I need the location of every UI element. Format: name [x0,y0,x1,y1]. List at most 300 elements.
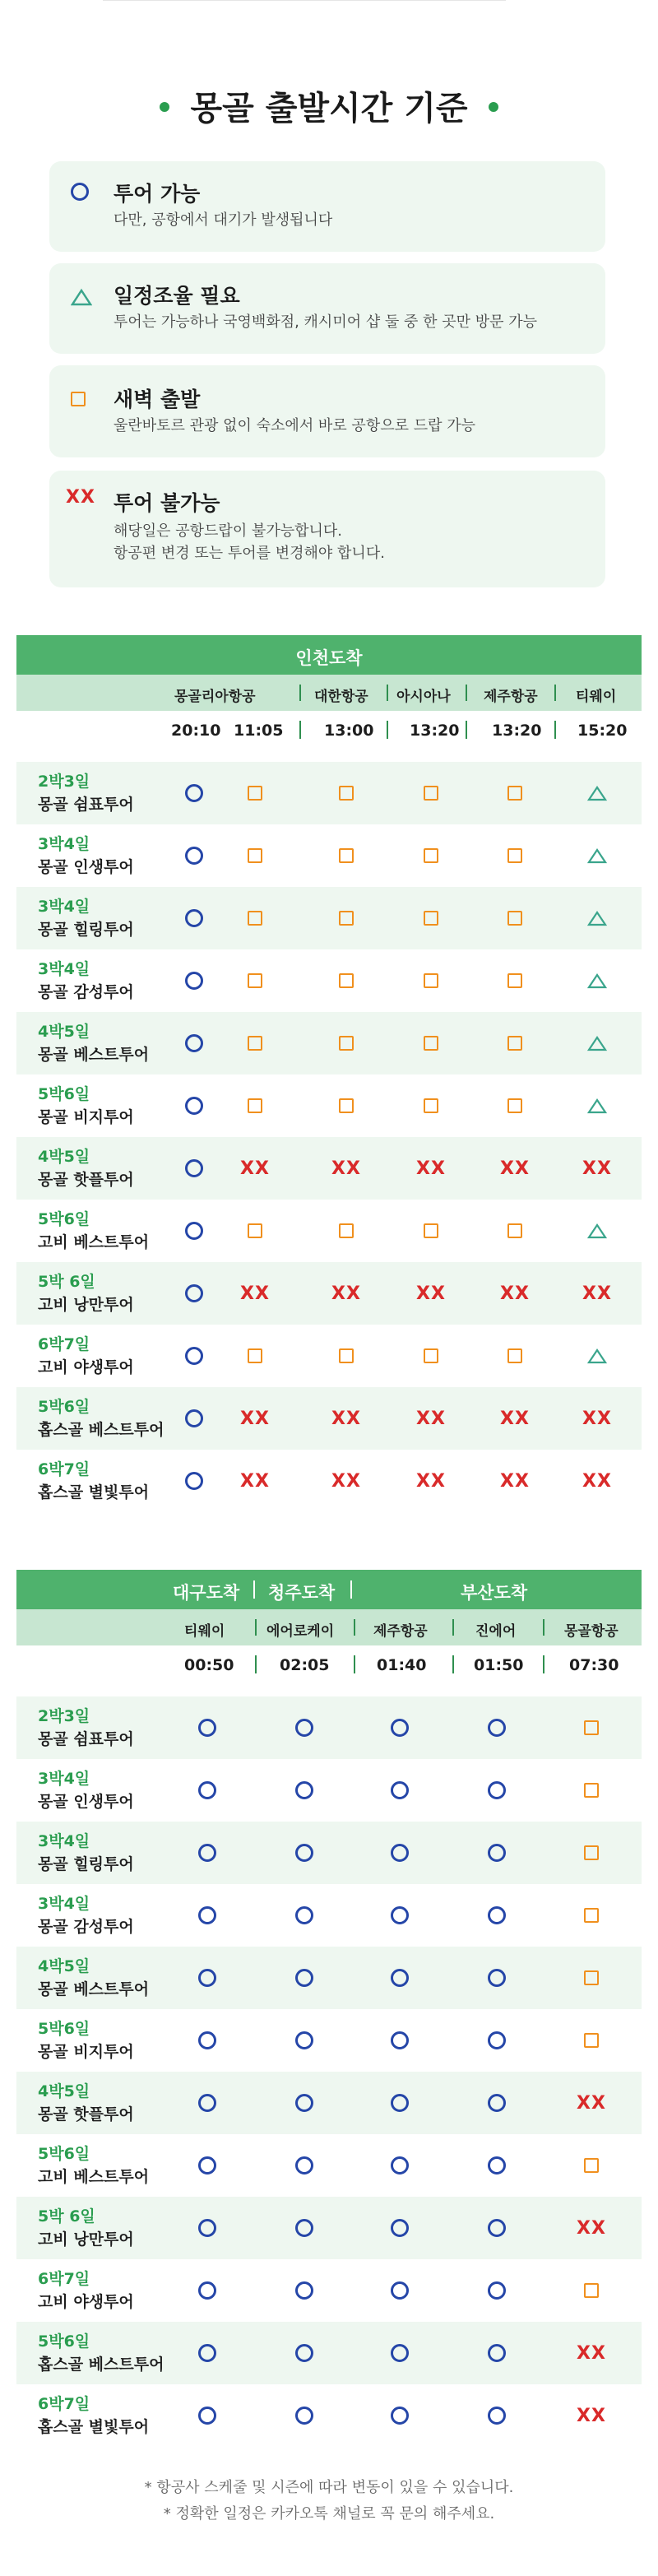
tour-name: 몽골 비지투어 [38,2043,134,2061]
table-header-label: 청주도착 [268,1583,336,1603]
divider [452,1619,454,1636]
circle-icon [295,1781,313,1799]
time-label: 13:20 [410,722,460,740]
square-icon [507,1223,522,1238]
square-icon [248,911,262,926]
availability-cell [375,2197,424,2259]
circle-icon [185,1159,203,1177]
availability-cell [169,1074,219,1137]
divider [387,721,388,739]
availability-cell [169,1325,219,1387]
tour-duration: 5박6일 [38,1085,90,1103]
circle-icon [198,1906,216,1924]
table-header-label: 인천도착 [295,648,363,668]
tour-name: 몽골 베스트투어 [38,1980,150,1998]
tour-name: 몽골 감성투어 [38,983,134,1001]
tour-name: 고비 낭만투어 [38,1296,134,1314]
x-icon: XX [240,1470,270,1492]
time-label: 11:05 [234,722,284,740]
availability-cell [230,1074,280,1137]
x-icon: XX [582,1158,612,1179]
circle-icon [185,847,203,865]
square-icon [584,1908,599,1923]
square-icon [339,1098,354,1113]
circle-icon [185,1034,203,1052]
circle-icon [198,1781,216,1799]
availability-cell [230,1137,280,1200]
availability-cell [280,2259,329,2322]
tour-duration: 2박3일 [38,773,90,791]
note-line: * 항공사 스케줄 및 시즌에 따라 변동이 있을 수 있습니다. [144,2479,514,2496]
legend-desc: 투어는 가능하나 국영백화점, 캐시미어 샵 둘 중 한 곳만 방문 가능 [114,313,538,331]
square-icon [248,973,262,988]
table-row [16,2072,642,2134]
divider [387,685,388,701]
circle-icon [391,2031,409,2049]
circle-icon [185,1284,203,1302]
circle-icon [295,2407,313,2425]
table-header [16,635,642,675]
availability-cell [406,1387,456,1450]
tour-duration: 5박 6일 [38,1273,95,1291]
top-divider [103,0,506,2]
availability-cell [322,762,371,824]
legend-item-circle [49,161,605,252]
x-icon: XX [416,1283,446,1304]
circle-icon [488,1781,506,1799]
availability-cell [230,1012,280,1074]
availability-cell [322,949,371,1012]
availability-cell [169,762,219,824]
availability-cell [169,1012,219,1074]
availability-cell [183,2072,232,2134]
circle-icon [198,1844,216,1862]
availability-cell [322,1387,371,1450]
availability-cell [472,2072,521,2134]
availability-cell [406,824,456,887]
availability-cell [280,2384,329,2447]
availability-cell [572,1262,622,1325]
square-icon [424,911,438,926]
availability-cell [322,1325,371,1387]
x-icon: XX [331,1158,361,1179]
availability-cell [230,887,280,949]
availability-cell [322,824,371,887]
circle-icon [295,1719,313,1737]
tour-name: 고비 베스트투어 [38,1233,150,1251]
circle-icon [488,2407,506,2425]
circle-icon [185,1097,203,1115]
x-icon: XX [577,2092,606,2114]
availability-cell [183,1884,232,1947]
table-header-label: 부산도착 [461,1583,528,1603]
square-icon [248,1348,262,1363]
x-icon: XX [240,1283,270,1304]
airline-header-row [16,675,642,711]
divider [466,721,467,739]
legend-title: 새벽 출발 [114,388,201,411]
tour-duration: 3박4일 [38,898,90,916]
tour-duration: 4박5일 [38,1023,90,1041]
square-icon [584,1845,599,1860]
tour-duration: 3박4일 [38,1832,90,1850]
time-label: 20:10 [171,722,221,740]
square-icon [71,392,86,410]
time-label: 02:05 [280,1656,330,1674]
availability-cell [490,887,540,949]
divider [554,721,556,739]
title-dot-right [489,102,498,112]
triangle-icon [587,910,607,926]
square-icon [507,911,522,926]
availability-cell [322,1262,371,1325]
availability-cell [472,1884,521,1947]
square-icon [507,1098,522,1113]
table-header [16,1570,642,1609]
x-icon: XX [240,1408,270,1429]
square-icon [248,1223,262,1238]
circle-icon [185,1409,203,1427]
availability-cell [472,1947,521,2009]
availability-cell [472,2259,521,2322]
tour-name: 홉스골 베스트투어 [38,2356,164,2374]
availability-cell [230,824,280,887]
availability-cell [280,2322,329,2384]
airline-label: 몽골항공 [564,1623,619,1640]
x-icon: XX [500,1408,530,1429]
availability-cell [472,1822,521,1884]
x-icon: XX [582,1283,612,1304]
triangle-icon [587,785,607,801]
availability-cell [230,1387,280,1450]
square-icon [507,973,522,988]
divider [255,1619,257,1636]
square-icon [584,2283,599,2298]
time-label: 01:40 [377,1656,427,1674]
circle-icon [488,2094,506,2112]
availability-cell [490,762,540,824]
legend-title: 투어 불가능 [114,491,220,515]
availability-cell [169,887,219,949]
tour-duration: 5박6일 [38,2145,90,2163]
availability-cell [472,1696,521,1759]
availability-cell [322,1012,371,1074]
availability-cell [406,949,456,1012]
availability-cell [183,2259,232,2322]
circle-icon [295,2281,313,2300]
tour-duration: 6박7일 [38,1335,90,1353]
table-header-label: 대구도착 [173,1583,240,1603]
legend-title: 일정조율 필요 [114,284,240,308]
tour-duration: 6박7일 [38,2395,90,2413]
legend-item-x [49,471,605,587]
table-row [16,1822,642,1884]
triangle-icon [587,972,607,989]
square-icon [424,1098,438,1113]
tour-duration: 6박7일 [38,1460,90,1478]
legend-item-square [49,365,605,457]
tour-name: 고비 베스트투어 [38,2168,150,2186]
airline-label: 티웨이 [184,1623,225,1640]
table-row [16,1325,642,1387]
availability-cell [322,1074,371,1137]
availability-cell [375,2009,424,2072]
tour-duration: 3박4일 [38,1770,90,1788]
x-icon: XX [577,2405,606,2426]
square-icon [248,1098,262,1113]
availability-cell [375,2384,424,2447]
availability-cell [375,1696,424,1759]
availability-cell [406,1137,456,1200]
circle-icon [391,2407,409,2425]
circle-icon [185,1472,203,1490]
triangle-icon [71,288,92,306]
tour-duration: 2박3일 [38,1707,90,1725]
airline-label: 제주항공 [484,689,538,705]
legend-desc: 다만, 공항에서 대기가 발생됩니다 [114,211,333,229]
x-icon: XX [331,1283,361,1304]
circle-icon [488,1906,506,1924]
circle-icon [391,1719,409,1737]
circle-icon [71,183,89,204]
availability-cell [567,1884,616,1947]
square-icon [424,1036,438,1051]
availability-cell [183,1947,232,2009]
tour-name: 몽골 핫플투어 [38,2105,134,2123]
square-icon [424,848,438,863]
availability-cell [490,1012,540,1074]
note-line: * 정확한 일정은 카카오톡 채널로 꼭 문의 해주세요. [163,2505,495,2523]
circle-icon [198,2219,216,2237]
availability-cell [406,1200,456,1262]
availability-cell [169,1137,219,1200]
availability-cell [183,2197,232,2259]
circle-icon [295,1969,313,1987]
availability-cell [572,1325,622,1387]
availability-cell [490,1137,540,1200]
square-icon [584,1783,599,1798]
airline-header-row [16,1609,642,1645]
table-row [16,1387,642,1450]
tour-duration: 5박6일 [38,1398,90,1416]
circle-icon [488,1719,506,1737]
availability-cell [490,1387,540,1450]
availability-cell [567,2009,616,2072]
divider [299,685,301,701]
availability-cell [183,1696,232,1759]
tour-name: 몽골 인생투어 [38,1793,134,1811]
divider [253,1580,255,1599]
page-title-text: 몽골 출발시간 기준 [190,90,468,128]
table-row [16,1450,642,1512]
availability-cell [183,1822,232,1884]
circle-icon [391,1781,409,1799]
circle-icon [198,2156,216,2175]
tour-name: 고비 낭만투어 [38,2230,134,2249]
divider [466,685,467,701]
divider [354,1619,355,1636]
availability-cell [183,2009,232,2072]
availability-cell [169,1262,219,1325]
availability-cell [572,1387,622,1450]
square-icon [507,1348,522,1363]
availability-cell [406,1450,456,1512]
availability-cell [572,1074,622,1137]
divider [350,1580,352,1599]
circle-icon [295,2031,313,2049]
title-dot-left [160,102,169,112]
tour-name: 고비 야생투어 [38,2293,134,2311]
availability-cell [183,2322,232,2384]
airline-label: 티웨이 [576,689,617,705]
time-label: 00:50 [184,1656,234,1674]
circle-icon [488,2344,506,2362]
availability-cell [490,824,540,887]
availability-cell [567,2134,616,2197]
circle-icon [198,2407,216,2425]
circle-icon [185,1222,203,1240]
availability-cell [322,1137,371,1200]
table-row [16,1696,642,1759]
airline-label: 아시아나 [396,689,451,705]
table-row [16,949,642,1012]
table-row [16,2009,642,2072]
divider [354,1655,355,1673]
availability-cell [567,1696,616,1759]
square-icon [339,911,354,926]
legend-desc: 해당일은 공항드랍이 불가능합니다. [114,522,342,540]
table-row [16,1759,642,1822]
availability-cell [572,887,622,949]
availability-cell [169,824,219,887]
availability-cell [375,1884,424,1947]
time-label: 13:20 [492,722,542,740]
circle-icon [198,2031,216,2049]
tour-name: 몽골 베스트투어 [38,1046,150,1064]
tour-duration: 5박6일 [38,1210,90,1228]
time-label: 13:00 [324,722,374,740]
table-row [16,1200,642,1262]
tour-name: 몽골 힐링투어 [38,1855,134,1873]
table-row [16,1262,642,1325]
x-icon: XX [331,1470,361,1492]
availability-cell [572,1012,622,1074]
availability-cell [230,949,280,1012]
square-icon [507,848,522,863]
availability-cell [567,1822,616,1884]
time-header-row [16,1645,642,1683]
circle-icon [488,2219,506,2237]
table-row [16,1947,642,2009]
square-icon [424,973,438,988]
availability-cell [567,1759,616,1822]
circle-icon [185,1347,203,1365]
circle-icon [185,784,203,802]
availability-cell [567,2384,616,2447]
circle-icon [185,972,203,990]
availability-cell [490,1325,540,1387]
table-row [16,2134,642,2197]
circle-icon [295,1844,313,1862]
availability-cell [280,1884,329,1947]
availability-cell [375,1947,424,2009]
airline-label: 에어로케이 [266,1623,335,1640]
divider [543,1619,544,1636]
availability-cell [169,949,219,1012]
table-row [16,762,642,824]
circle-icon [295,1906,313,1924]
x-icon: XX [240,1158,270,1179]
tour-name: 몽골 인생투어 [38,858,134,876]
legend-item-triangle [49,263,605,354]
x-icon: XX [416,1470,446,1492]
incheon-table [16,635,642,1515]
circle-icon [295,2219,313,2237]
x-icon: XX [500,1283,530,1304]
availability-cell [280,2134,329,2197]
x-icon: XX [500,1158,530,1179]
availability-cell [375,2134,424,2197]
square-icon [424,1223,438,1238]
time-header-row [16,711,642,749]
square-icon [339,973,354,988]
table-row [16,2197,642,2259]
tour-duration: 5박 6일 [38,2207,95,2226]
x-icon: XX [582,1470,612,1492]
availability-cell [572,949,622,1012]
tour-name: 홉스골 베스트투어 [38,1421,164,1439]
availability-cell [230,1325,280,1387]
table-row [16,824,642,887]
square-icon [424,1348,438,1363]
tour-duration: 3박4일 [38,835,90,853]
time-label: 07:30 [569,1656,619,1674]
availability-cell [567,2072,616,2134]
tour-duration: 6박7일 [38,2270,90,2288]
square-icon [248,848,262,863]
circle-icon [391,1906,409,1924]
x-icon: XX [577,2217,606,2239]
x-icon: XX [66,487,95,508]
square-icon [248,786,262,801]
availability-cell [230,1262,280,1325]
availability-cell [375,2072,424,2134]
circle-icon [391,2281,409,2300]
circle-icon [488,1844,506,1862]
airline-label: 진에어 [475,1623,517,1640]
divider [452,1655,454,1673]
x-icon: XX [416,1158,446,1179]
availability-cell [169,1387,219,1450]
availability-cell [183,2134,232,2197]
tour-name: 몽골 비지투어 [38,1108,134,1126]
availability-cell [490,949,540,1012]
availability-cell [490,1450,540,1512]
square-icon [339,1036,354,1051]
legend-desc: 항공편 변경 또는 투어를 변경해야 합니다. [114,545,385,562]
triangle-icon [587,1223,607,1239]
table-row [16,1074,642,1137]
x-icon: XX [416,1408,446,1429]
x-icon: XX [331,1408,361,1429]
availability-cell [406,1012,456,1074]
availability-cell [230,762,280,824]
availability-cell [375,1759,424,1822]
availability-cell [472,1759,521,1822]
availability-cell [472,2134,521,2197]
table-row [16,2322,642,2384]
square-icon [339,1223,354,1238]
